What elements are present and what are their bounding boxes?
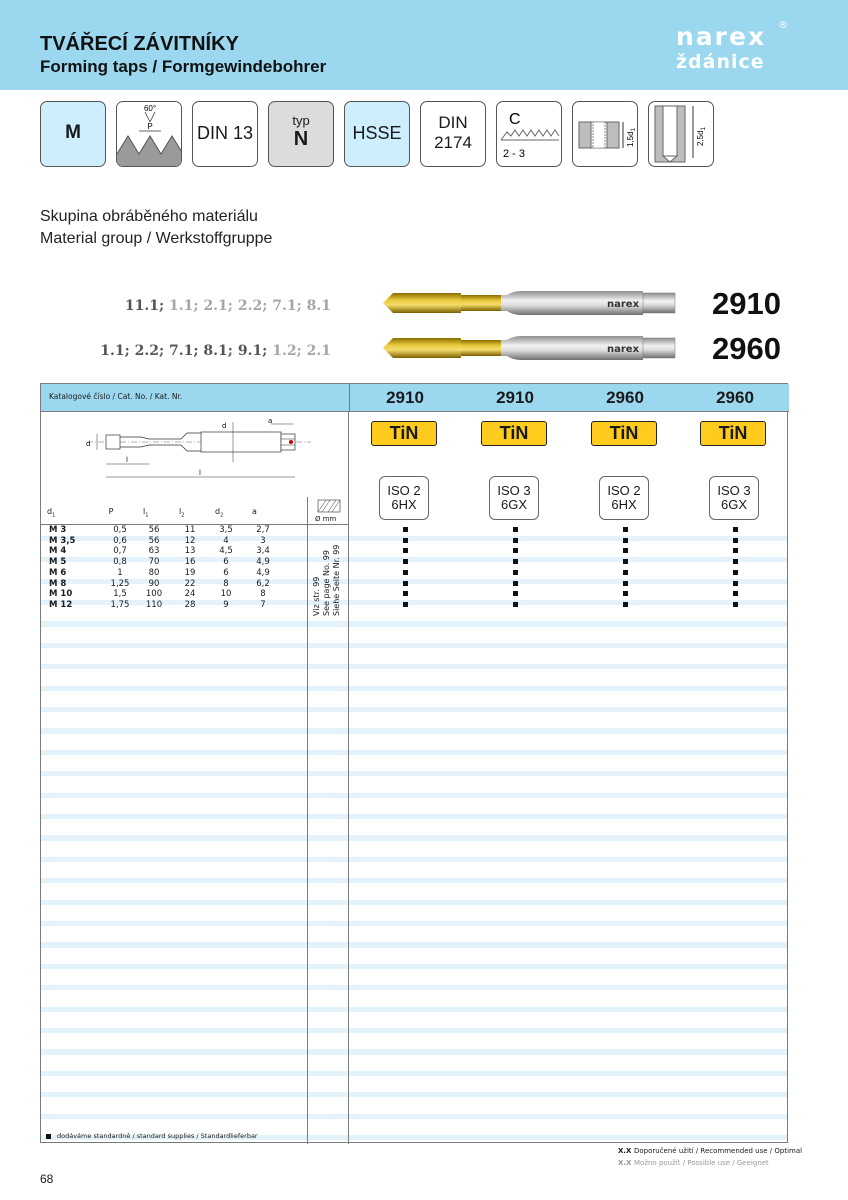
table-stripe xyxy=(41,771,787,776)
availability-mark xyxy=(733,527,738,532)
cell-l1: 80 xyxy=(148,567,160,578)
see-page-note-cz: Viz str. 99 xyxy=(312,576,321,616)
table-stripe xyxy=(41,846,787,851)
availability-mark xyxy=(403,538,408,543)
page-number: 68 xyxy=(40,1172,54,1186)
table-stripe xyxy=(41,653,787,658)
cell-a: 2,7 xyxy=(256,525,270,535)
tap-2910-image xyxy=(383,289,679,317)
table-stripe xyxy=(41,878,787,883)
cell-l2: 22 xyxy=(184,578,196,589)
hole-depth-1-5d-icon xyxy=(572,101,638,167)
table-stripe xyxy=(41,964,787,969)
cell-a: 7 xyxy=(260,599,266,610)
cell-d2: 8 xyxy=(223,578,229,589)
svg-text:narex: narex xyxy=(607,299,640,310)
cell-l2: 19 xyxy=(184,567,196,578)
cell-l1: 110 xyxy=(145,599,163,610)
availability-mark xyxy=(513,527,518,532)
svg-text:narex: narex xyxy=(607,344,640,355)
table-stripe xyxy=(41,793,787,798)
availability-mark xyxy=(513,581,518,586)
narex-logo: narex ždánice ® xyxy=(676,20,788,73)
header-d1: $d_1$ xyxy=(47,507,56,519)
availability-mark xyxy=(623,559,628,564)
table-stripe xyxy=(41,621,787,626)
cell-p: 0,7 xyxy=(113,546,127,557)
table-stripe xyxy=(41,707,787,712)
cell-l2: 28 xyxy=(184,599,196,610)
table-stripe xyxy=(41,932,787,937)
chamfer-form-icon xyxy=(496,101,562,167)
availability-mark xyxy=(513,570,518,575)
product-2960-material-codes: 1.1; 2.2; 7.1; 8.1; 9.1; 1.2; 2.1 xyxy=(100,343,331,359)
thread-profile-drawing xyxy=(117,102,182,167)
svg-text:d: d xyxy=(222,422,227,430)
tolerance-badge: ISO 3 6GX xyxy=(709,476,759,520)
din13-icon: DIN 13 xyxy=(192,101,258,167)
catalog-number-label: Katalogové číslo / Cat. No. / Kat. Nr. xyxy=(41,384,349,412)
header-p: P xyxy=(108,507,114,516)
availability-mark xyxy=(513,548,518,553)
see-page-note-en: See page No. 99 xyxy=(322,550,331,616)
table-stripe xyxy=(41,814,787,819)
standard-supply-note: dodáváme standardně / standard supplies / Standardlieferbar xyxy=(46,1132,258,1140)
material-group-subtitle: Material group / Werkstoffgruppe xyxy=(40,230,273,247)
table-stripe xyxy=(41,728,787,733)
product-2910-number: 2910 xyxy=(712,286,781,321)
cell-l2: 16 xyxy=(184,557,196,568)
coating-badge: TiN xyxy=(700,421,766,446)
cell-p: 1,5 xyxy=(113,589,127,600)
cell-d2: 3,5 xyxy=(219,525,233,535)
standard-supply-marker xyxy=(46,1134,51,1139)
tolerance-badge: ISO 2 6HX xyxy=(379,476,429,520)
table-stripe xyxy=(41,1007,787,1012)
availability-mark xyxy=(513,538,518,543)
table-row xyxy=(41,546,787,556)
cell-size: M 5 xyxy=(49,557,67,568)
svg-text:C: C xyxy=(509,111,521,128)
availability-mark xyxy=(623,581,628,586)
header-drill-diameter: Ø mm xyxy=(315,515,337,523)
table-row xyxy=(41,536,787,546)
cell-p: 1,25 xyxy=(110,578,130,589)
chamfer-drawing xyxy=(497,102,562,167)
col-number: 2910 xyxy=(496,388,534,407)
tap-dimension-drawing xyxy=(41,412,349,497)
table-stripe xyxy=(41,686,787,691)
svg-text:a: a xyxy=(268,417,273,425)
table-stripe xyxy=(41,1060,787,1065)
header-d2: $d_2$ xyxy=(215,507,224,519)
cell-l2: 24 xyxy=(184,589,196,600)
col-number: 2960 xyxy=(606,388,644,407)
table-stripe xyxy=(41,696,787,701)
svg-text:d: d xyxy=(86,440,91,448)
cell-a: 3 xyxy=(260,535,266,546)
tap-2960-image xyxy=(383,334,679,362)
table-stripe xyxy=(41,750,787,755)
table-stripe xyxy=(41,1124,787,1129)
cell-p: 1 xyxy=(117,567,123,578)
availability-mark xyxy=(623,538,628,543)
divider xyxy=(348,412,349,1144)
cell-p: 0,8 xyxy=(113,557,127,568)
coating-badge: TiN xyxy=(591,421,657,446)
tolerance-badge: ISO 2 6HX xyxy=(599,476,649,520)
availability-mark xyxy=(733,591,738,596)
availability-mark xyxy=(403,570,408,575)
cell-size: M 8 xyxy=(49,578,67,589)
cell-size: M 3 xyxy=(49,525,67,535)
hole-depth-2-5d-drawing xyxy=(649,102,714,167)
cell-p: 0,5 xyxy=(113,525,127,535)
availability-mark xyxy=(403,581,408,586)
cell-p: 1,75 xyxy=(110,599,130,610)
cell-l1: 56 xyxy=(148,525,160,535)
product-2910-material-codes: 11.1; 1.1; 2.1; 2.2; 7.1; 8.1 xyxy=(124,298,331,314)
cell-l2: 11 xyxy=(184,525,196,535)
page-subtitle: Forming taps / Formgewindebohrer xyxy=(40,57,327,76)
coating-badge: TiN xyxy=(481,421,547,446)
cell-l1: 90 xyxy=(148,578,160,589)
table-stripe xyxy=(41,803,787,808)
header-l1: $l_1$ xyxy=(143,507,149,519)
table-stripe xyxy=(41,1092,787,1097)
col-number: 2910 xyxy=(386,388,424,407)
table-stripe xyxy=(41,718,787,723)
table-stripe xyxy=(41,1039,787,1044)
hsse-icon: HSSE xyxy=(344,101,410,167)
cell-size: M 12 xyxy=(49,599,73,610)
tolerance-badge: ISO 3 6GX xyxy=(489,476,539,520)
table-stripe xyxy=(41,857,787,862)
table-stripe xyxy=(41,1017,787,1022)
table-stripe xyxy=(41,985,787,990)
table-stripe xyxy=(41,921,787,926)
table-stripe xyxy=(41,664,787,669)
table-stripe xyxy=(41,996,787,1001)
header-a: a xyxy=(252,507,257,516)
table-stripe xyxy=(41,611,787,616)
svg-text:l: l xyxy=(126,456,128,464)
cell-size: M 6 xyxy=(49,567,67,578)
availability-mark xyxy=(403,527,408,532)
table-row xyxy=(41,600,787,610)
availability-mark xyxy=(403,548,408,553)
cell-a: 3,4 xyxy=(256,546,270,557)
material-group-title: Skupina obráběného materiálu xyxy=(40,208,258,225)
table-stripe xyxy=(41,1071,787,1076)
thread-type-icon: M xyxy=(40,101,106,167)
availability-mark xyxy=(733,570,738,575)
cell-a: 4,9 xyxy=(256,567,270,578)
svg-text:1,5d1: $1,5d_1$ xyxy=(626,128,637,147)
cell-d2: 10 xyxy=(220,589,232,600)
din2174-icon: DIN 2174 xyxy=(420,101,486,167)
cell-a: 6,2 xyxy=(256,578,270,589)
table-stripe xyxy=(41,910,787,915)
drill-hole-icon xyxy=(317,499,341,513)
table-stripe xyxy=(41,632,787,637)
header-l2: $l_2$ xyxy=(179,507,185,519)
cell-l1: 56 xyxy=(148,535,160,546)
cell-size: M 10 xyxy=(49,589,73,600)
catalog-number-header xyxy=(349,384,789,412)
table-stripe xyxy=(41,643,787,648)
cell-d2: 4,5 xyxy=(219,546,233,557)
availability-mark xyxy=(403,591,408,596)
table-stripe xyxy=(41,1114,787,1119)
table-stripe xyxy=(41,1049,787,1054)
cell-a: 4,9 xyxy=(256,557,270,568)
hole-depth-2-5d-icon xyxy=(648,101,714,167)
availability-mark xyxy=(403,559,408,564)
availability-mark xyxy=(403,602,408,607)
availability-mark xyxy=(623,591,628,596)
svg-text:l: l xyxy=(199,469,201,477)
availability-mark xyxy=(513,559,518,564)
cell-l1: 70 xyxy=(148,557,160,568)
svg-text:60°: 60° xyxy=(143,104,157,113)
availability-mark xyxy=(623,527,628,532)
availability-mark xyxy=(733,548,738,553)
cell-l2: 13 xyxy=(184,546,196,557)
table-row xyxy=(41,579,787,589)
legend-recommended: X.X Doporučené užití / Recommended use / Optimal xyxy=(618,1147,803,1155)
table-stripe xyxy=(41,1081,787,1086)
product-2960-number: 2960 xyxy=(712,331,781,366)
see-page-note-de: Siehe Seite Nr. 99 xyxy=(332,544,341,616)
availability-mark xyxy=(733,559,738,564)
table-row xyxy=(41,557,787,567)
cell-p: 0,6 xyxy=(113,535,127,546)
col-number: 2960 xyxy=(716,388,754,407)
table-stripe xyxy=(41,867,787,872)
table-row xyxy=(41,525,787,535)
legend-possible: X.X Možno použít / Possible use / Geeignet xyxy=(618,1159,769,1167)
table-stripe xyxy=(41,953,787,958)
table-row xyxy=(41,568,787,578)
availability-mark xyxy=(623,602,628,607)
product-table xyxy=(40,383,788,1143)
availability-mark xyxy=(623,570,628,575)
table-stripe xyxy=(41,782,787,787)
cell-size: M 4 xyxy=(49,546,67,557)
table-stripe xyxy=(41,825,787,830)
coating-badge: TiN xyxy=(371,421,437,446)
table-stripe xyxy=(41,675,787,680)
cell-d2: 4 xyxy=(223,535,229,546)
table-stripe xyxy=(41,1103,787,1108)
page-title: TVÁŘECÍ ZÁVITNÍKY xyxy=(40,33,239,55)
dimension-header-row xyxy=(41,497,349,525)
cell-d2: 6 xyxy=(223,557,229,568)
cell-a: 8 xyxy=(260,589,266,600)
table-stripe xyxy=(41,760,787,765)
table-row xyxy=(41,589,787,599)
availability-mark xyxy=(513,591,518,596)
table-stripe xyxy=(41,1028,787,1033)
svg-text:2 - 3: 2 - 3 xyxy=(503,148,526,160)
cell-d2: 6 xyxy=(223,567,229,578)
availability-mark xyxy=(733,602,738,607)
availability-mark xyxy=(733,581,738,586)
type-n-icon: typ N xyxy=(268,101,334,167)
availability-mark xyxy=(623,548,628,553)
table-stripe xyxy=(41,942,787,947)
cell-size: M 3,5 xyxy=(49,535,76,546)
availability-mark xyxy=(513,602,518,607)
table-stripe xyxy=(41,900,787,905)
hole-depth-1-5d-drawing xyxy=(573,102,638,167)
svg-text:P: P xyxy=(147,122,153,131)
cell-d2: 9 xyxy=(223,599,229,610)
table-stripe xyxy=(41,974,787,979)
cell-l2: 12 xyxy=(184,535,196,546)
svg-text:2,5d1: $2,5d_1$ xyxy=(696,127,707,146)
thread-profile-icon xyxy=(116,101,182,167)
table-stripe xyxy=(41,889,787,894)
availability-mark xyxy=(733,538,738,543)
cell-l1: 63 xyxy=(148,546,160,557)
cell-l1: 100 xyxy=(145,589,163,600)
table-stripe xyxy=(41,739,787,744)
table-stripe xyxy=(41,835,787,840)
